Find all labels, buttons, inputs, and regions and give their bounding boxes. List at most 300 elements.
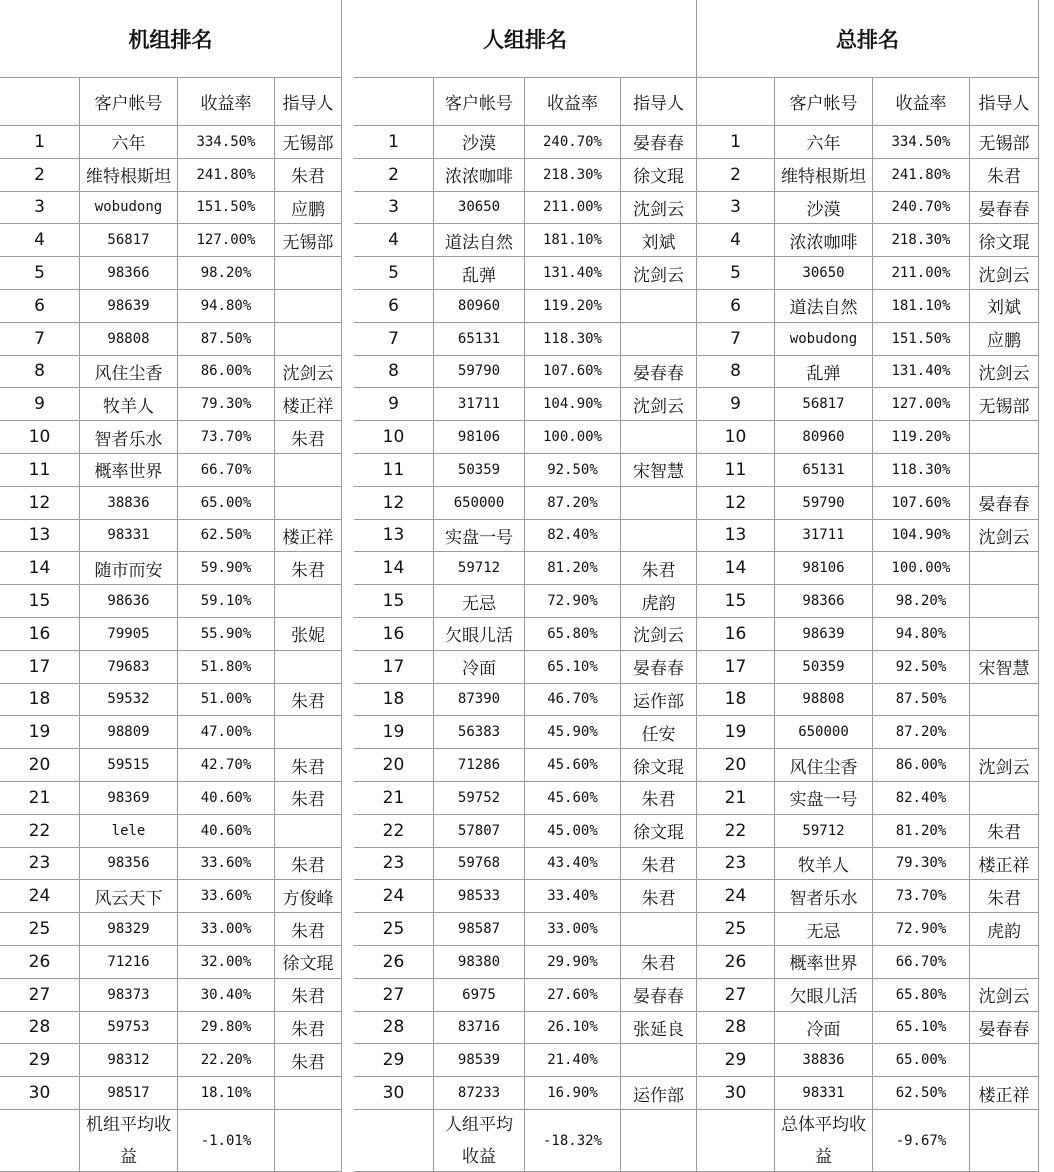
rank-cell: 27 xyxy=(354,979,434,1012)
return-rate-cell: 82.40% xyxy=(873,782,970,815)
account-cell: 98809 xyxy=(80,716,178,749)
account-cell: 98517 xyxy=(80,1077,178,1110)
rank-cell: 13 xyxy=(354,520,434,553)
account-cell: 80960 xyxy=(434,290,525,323)
advisor-cell: 晏春春 xyxy=(970,487,1039,520)
advisor-cell xyxy=(621,487,697,520)
rank-cell: 3 xyxy=(697,192,775,225)
rank-cell: 6 xyxy=(0,290,80,323)
advisor-cell: 晏春春 xyxy=(621,126,697,159)
return-rate-cell: 81.20% xyxy=(525,552,621,585)
rank-cell: 5 xyxy=(354,257,434,290)
account-cell: 87233 xyxy=(434,1077,525,1110)
advisor-cell: 沈剑云 xyxy=(970,520,1039,553)
return-rate-cell: 33.60% xyxy=(178,848,275,881)
return-rate-cell: 87.50% xyxy=(178,323,275,356)
average-value: -9.67% xyxy=(873,1110,970,1172)
avg-blank-cell xyxy=(621,1110,697,1172)
rank-cell: 25 xyxy=(0,913,80,946)
return-rate-cell: 181.10% xyxy=(873,290,970,323)
return-rate-cell: 92.50% xyxy=(525,454,621,487)
rank-cell: 15 xyxy=(0,585,80,618)
return-rate-cell: 29.90% xyxy=(525,946,621,979)
rank-cell: 4 xyxy=(354,224,434,257)
rank-cell: 10 xyxy=(0,421,80,454)
advisor-cell xyxy=(275,257,342,290)
account-cell: wobudong xyxy=(80,192,178,225)
return-rate-cell: 127.00% xyxy=(873,388,970,421)
return-rate-cell: 51.80% xyxy=(178,651,275,684)
return-rate-cell: 40.60% xyxy=(178,815,275,848)
column-header: 客户帐号 xyxy=(434,78,525,126)
rank-cell: 26 xyxy=(697,946,775,979)
advisor-cell xyxy=(275,454,342,487)
account-cell: 乱弹 xyxy=(775,356,873,389)
rank-cell: 13 xyxy=(0,520,80,553)
return-rate-cell: 26.10% xyxy=(525,1012,621,1045)
rank-cell: 20 xyxy=(0,749,80,782)
return-rate-cell: 86.00% xyxy=(873,749,970,782)
account-cell: 98329 xyxy=(80,913,178,946)
rank-cell: 3 xyxy=(0,192,80,225)
account-cell: 50359 xyxy=(434,454,525,487)
column-header: 指导人 xyxy=(275,78,342,126)
rank-cell: 24 xyxy=(354,880,434,913)
advisor-cell: 无锡部 xyxy=(970,126,1039,159)
rank-cell: 5 xyxy=(0,257,80,290)
return-rate-cell: 72.90% xyxy=(525,585,621,618)
account-cell: 38836 xyxy=(80,487,178,520)
rank-cell: 21 xyxy=(354,782,434,815)
advisor-cell: 晏春春 xyxy=(621,979,697,1012)
account-cell: 59753 xyxy=(80,1012,178,1045)
advisor-cell: 朱君 xyxy=(275,749,342,782)
advisor-cell xyxy=(621,323,697,356)
account-cell: 50359 xyxy=(775,651,873,684)
advisor-cell: 应鹏 xyxy=(970,323,1039,356)
account-cell: 98639 xyxy=(775,618,873,651)
rank-cell: 12 xyxy=(0,487,80,520)
return-rate-cell: 100.00% xyxy=(525,421,621,454)
advisor-cell: 朱君 xyxy=(275,1044,342,1077)
advisor-cell: 晏春春 xyxy=(970,192,1039,225)
return-rate-cell: 118.30% xyxy=(525,323,621,356)
account-cell: 浓浓咖啡 xyxy=(434,159,525,192)
return-rate-cell: 87.50% xyxy=(873,684,970,717)
rank-cell: 26 xyxy=(354,946,434,979)
advisor-cell xyxy=(275,716,342,749)
advisor-cell: 朱君 xyxy=(275,782,342,815)
account-cell: 98366 xyxy=(775,585,873,618)
account-cell: 38836 xyxy=(775,1044,873,1077)
return-rate-cell: 119.20% xyxy=(525,290,621,323)
advisor-cell: 朱君 xyxy=(621,782,697,815)
return-rate-cell: 79.30% xyxy=(178,388,275,421)
average-value: -1.01% xyxy=(178,1110,275,1172)
return-rate-cell: 181.10% xyxy=(525,224,621,257)
avg-blank-cell xyxy=(354,1110,434,1172)
account-cell: 98331 xyxy=(775,1077,873,1110)
return-rate-cell: 29.80% xyxy=(178,1012,275,1045)
column-header: 指导人 xyxy=(970,78,1039,126)
rank-cell: 11 xyxy=(697,454,775,487)
advisor-cell xyxy=(621,913,697,946)
return-rate-cell: 32.00% xyxy=(178,946,275,979)
column-header: 收益率 xyxy=(525,78,621,126)
advisor-cell: 朱君 xyxy=(970,159,1039,192)
section-title: 机组排名 xyxy=(0,0,342,78)
advisor-cell: 朱君 xyxy=(275,848,342,881)
return-rate-cell: 47.00% xyxy=(178,716,275,749)
rank-cell: 26 xyxy=(0,946,80,979)
advisor-cell: 朱君 xyxy=(621,946,697,979)
return-rate-cell: 45.90% xyxy=(525,716,621,749)
return-rate-cell: 51.00% xyxy=(178,684,275,717)
account-cell: 98808 xyxy=(80,323,178,356)
rank-cell: 23 xyxy=(0,848,80,881)
rank-cell: 28 xyxy=(697,1012,775,1045)
return-rate-cell: 65.00% xyxy=(178,487,275,520)
account-cell: 智者乐水 xyxy=(775,880,873,913)
advisor-cell: 宋智慧 xyxy=(621,454,697,487)
account-cell: 牧羊人 xyxy=(775,848,873,881)
rank-cell: 8 xyxy=(354,356,434,389)
advisor-cell: 沈剑云 xyxy=(275,356,342,389)
account-cell: 59768 xyxy=(434,848,525,881)
account-cell: 沙漠 xyxy=(775,192,873,225)
rank-cell: 11 xyxy=(0,454,80,487)
return-rate-cell: 79.30% xyxy=(873,848,970,881)
return-rate-cell: 45.60% xyxy=(525,782,621,815)
account-cell: 98356 xyxy=(80,848,178,881)
account-cell: 98533 xyxy=(434,880,525,913)
rank-cell: 1 xyxy=(354,126,434,159)
account-cell: 概率世界 xyxy=(80,454,178,487)
account-cell: 80960 xyxy=(775,421,873,454)
advisor-cell: 楼正祥 xyxy=(970,1077,1039,1110)
account-cell: 98331 xyxy=(80,520,178,553)
return-rate-cell: 33.60% xyxy=(178,880,275,913)
return-rate-cell: 72.90% xyxy=(873,913,970,946)
return-rate-cell: 65.10% xyxy=(525,651,621,684)
return-rate-cell: 334.50% xyxy=(178,126,275,159)
rank-cell: 4 xyxy=(697,224,775,257)
column-header xyxy=(697,78,775,126)
return-rate-cell: 334.50% xyxy=(873,126,970,159)
column-header xyxy=(0,78,80,126)
rank-cell: 12 xyxy=(697,487,775,520)
advisor-cell: 张妮 xyxy=(275,618,342,651)
return-rate-cell: 94.80% xyxy=(178,290,275,323)
return-rate-cell: 65.00% xyxy=(873,1044,970,1077)
return-rate-cell: 127.00% xyxy=(178,224,275,257)
return-rate-cell: 59.10% xyxy=(178,585,275,618)
account-cell: 650000 xyxy=(434,487,525,520)
advisor-cell xyxy=(970,454,1039,487)
rank-cell: 20 xyxy=(697,749,775,782)
advisor-cell xyxy=(970,618,1039,651)
advisor-cell: 运作部 xyxy=(621,684,697,717)
rank-cell: 7 xyxy=(697,323,775,356)
advisor-cell: 沈剑云 xyxy=(621,388,697,421)
rank-cell: 30 xyxy=(354,1077,434,1110)
account-cell: 59752 xyxy=(434,782,525,815)
account-cell: 风住尘香 xyxy=(775,749,873,782)
avg-blank-cell xyxy=(275,1110,342,1172)
return-rate-cell: 86.00% xyxy=(178,356,275,389)
return-rate-cell: 119.20% xyxy=(873,421,970,454)
account-cell: 59790 xyxy=(775,487,873,520)
rank-cell: 15 xyxy=(697,585,775,618)
rank-cell: 9 xyxy=(0,388,80,421)
account-cell: 风云天下 xyxy=(80,880,178,913)
rank-cell: 17 xyxy=(354,651,434,684)
return-rate-cell: 218.30% xyxy=(873,224,970,257)
return-rate-cell: 94.80% xyxy=(873,618,970,651)
account-cell: 98373 xyxy=(80,979,178,1012)
account-cell: 30650 xyxy=(775,257,873,290)
rank-cell: 28 xyxy=(0,1012,80,1045)
account-cell: 59712 xyxy=(434,552,525,585)
return-rate-cell: 42.70% xyxy=(178,749,275,782)
account-cell: 98539 xyxy=(434,1044,525,1077)
advisor-cell xyxy=(275,487,342,520)
account-cell: 沙漠 xyxy=(434,126,525,159)
rank-cell: 24 xyxy=(697,880,775,913)
return-rate-cell: 62.50% xyxy=(873,1077,970,1110)
advisor-cell: 晏春春 xyxy=(970,1012,1039,1045)
average-label: 机组平均收益 xyxy=(80,1110,178,1172)
return-rate-cell: 131.40% xyxy=(873,356,970,389)
account-cell: 智者乐水 xyxy=(80,421,178,454)
rank-cell: 23 xyxy=(697,848,775,881)
return-rate-cell: 65.80% xyxy=(525,618,621,651)
advisor-cell: 楼正祥 xyxy=(275,388,342,421)
return-rate-cell: 87.20% xyxy=(525,487,621,520)
advisor-cell xyxy=(275,290,342,323)
advisor-cell: 任安 xyxy=(621,716,697,749)
advisor-cell xyxy=(275,815,342,848)
advisor-cell: 沈剑云 xyxy=(621,257,697,290)
rank-cell: 15 xyxy=(354,585,434,618)
column-header: 收益率 xyxy=(178,78,275,126)
rank-cell: 13 xyxy=(697,520,775,553)
advisor-cell: 沈剑云 xyxy=(621,192,697,225)
return-rate-cell: 30.40% xyxy=(178,979,275,1012)
return-rate-cell: 241.80% xyxy=(178,159,275,192)
advisor-cell xyxy=(275,1077,342,1110)
rank-cell: 17 xyxy=(697,651,775,684)
advisor-cell: 方俊峰 xyxy=(275,880,342,913)
rank-cell: 11 xyxy=(354,454,434,487)
advisor-cell: 徐文琨 xyxy=(275,946,342,979)
return-rate-cell: 45.00% xyxy=(525,815,621,848)
advisor-cell: 朱君 xyxy=(970,880,1039,913)
account-cell: 6975 xyxy=(434,979,525,1012)
account-cell: 59532 xyxy=(80,684,178,717)
return-rate-cell: 98.20% xyxy=(178,257,275,290)
section-title: 总排名 xyxy=(697,0,1039,78)
advisor-cell xyxy=(621,1044,697,1077)
advisor-cell: 无锡部 xyxy=(970,388,1039,421)
return-rate-cell: 33.00% xyxy=(525,913,621,946)
advisor-cell: 应鹏 xyxy=(275,192,342,225)
return-rate-cell: 16.90% xyxy=(525,1077,621,1110)
account-cell: 71286 xyxy=(434,749,525,782)
return-rate-cell: 66.70% xyxy=(178,454,275,487)
account-cell: 实盘一号 xyxy=(434,520,525,553)
account-cell: 65131 xyxy=(434,323,525,356)
return-rate-cell: 218.30% xyxy=(525,159,621,192)
rank-cell: 8 xyxy=(697,356,775,389)
advisor-cell xyxy=(621,520,697,553)
advisor-cell: 楼正祥 xyxy=(275,520,342,553)
advisor-cell: 徐文琨 xyxy=(621,159,697,192)
account-cell: 31711 xyxy=(434,388,525,421)
rank-cell: 16 xyxy=(697,618,775,651)
return-rate-cell: 62.50% xyxy=(178,520,275,553)
return-rate-cell: 22.20% xyxy=(178,1044,275,1077)
rank-cell: 25 xyxy=(697,913,775,946)
advisor-cell: 张延良 xyxy=(621,1012,697,1045)
account-cell: 57807 xyxy=(434,815,525,848)
account-cell: 无忌 xyxy=(434,585,525,618)
account-cell: 31711 xyxy=(775,520,873,553)
rank-cell: 28 xyxy=(354,1012,434,1045)
advisor-cell xyxy=(621,290,697,323)
account-cell: 30650 xyxy=(434,192,525,225)
rank-cell: 30 xyxy=(697,1077,775,1110)
rank-cell: 17 xyxy=(0,651,80,684)
account-cell: 欠眼儿活 xyxy=(775,979,873,1012)
advisor-cell xyxy=(970,585,1039,618)
account-cell: 维特根斯坦 xyxy=(80,159,178,192)
rank-cell: 22 xyxy=(697,815,775,848)
rank-cell: 6 xyxy=(354,290,434,323)
rank-cell: 22 xyxy=(0,815,80,848)
account-cell: 概率世界 xyxy=(775,946,873,979)
return-rate-cell: 65.10% xyxy=(873,1012,970,1045)
rank-cell: 5 xyxy=(697,257,775,290)
account-cell: 56383 xyxy=(434,716,525,749)
rank-cell: 3 xyxy=(354,192,434,225)
rank-cell: 14 xyxy=(0,552,80,585)
rank-cell: 2 xyxy=(697,159,775,192)
advisor-cell: 楼正祥 xyxy=(970,848,1039,881)
return-rate-cell: 81.20% xyxy=(873,815,970,848)
account-cell: 98312 xyxy=(80,1044,178,1077)
rank-cell: 10 xyxy=(697,421,775,454)
avg-blank-cell xyxy=(970,1110,1039,1172)
account-cell: 浓浓咖啡 xyxy=(775,224,873,257)
rank-cell: 18 xyxy=(697,684,775,717)
rank-cell: 29 xyxy=(354,1044,434,1077)
return-rate-cell: 43.40% xyxy=(525,848,621,881)
account-cell: 随市而安 xyxy=(80,552,178,585)
account-cell: 牧羊人 xyxy=(80,388,178,421)
rank-cell: 7 xyxy=(354,323,434,356)
advisor-cell xyxy=(970,684,1039,717)
account-cell: 59790 xyxy=(434,356,525,389)
advisor-cell: 徐文琨 xyxy=(621,815,697,848)
advisor-cell: 晏春春 xyxy=(621,356,697,389)
account-cell: 79683 xyxy=(80,651,178,684)
rank-cell: 6 xyxy=(697,290,775,323)
account-cell: 98380 xyxy=(434,946,525,979)
rank-cell: 14 xyxy=(697,552,775,585)
column-header: 客户帐号 xyxy=(775,78,873,126)
return-rate-cell: 82.40% xyxy=(525,520,621,553)
advisor-cell xyxy=(275,651,342,684)
rank-cell: 19 xyxy=(354,716,434,749)
advisor-cell: 朱君 xyxy=(621,848,697,881)
return-rate-cell: 21.40% xyxy=(525,1044,621,1077)
account-cell: 65131 xyxy=(775,454,873,487)
rank-cell: 9 xyxy=(697,388,775,421)
return-rate-cell: 87.20% xyxy=(873,716,970,749)
return-rate-cell: 73.70% xyxy=(178,421,275,454)
advisor-cell: 刘斌 xyxy=(970,290,1039,323)
rank-cell: 18 xyxy=(354,684,434,717)
rank-cell: 2 xyxy=(354,159,434,192)
advisor-cell: 徐文琨 xyxy=(621,749,697,782)
account-cell: 无忌 xyxy=(775,913,873,946)
account-cell: lele xyxy=(80,815,178,848)
advisor-cell: 朱君 xyxy=(275,1012,342,1045)
account-cell: 98369 xyxy=(80,782,178,815)
return-rate-cell: 211.00% xyxy=(525,192,621,225)
account-cell: wobudong xyxy=(775,323,873,356)
rank-cell: 9 xyxy=(354,388,434,421)
return-rate-cell: 46.70% xyxy=(525,684,621,717)
return-rate-cell: 151.50% xyxy=(178,192,275,225)
account-cell: 道法自然 xyxy=(775,290,873,323)
return-rate-cell: 151.50% xyxy=(873,323,970,356)
average-label: 总体平均收益 xyxy=(775,1110,873,1172)
advisor-cell xyxy=(970,782,1039,815)
advisor-cell: 虎韵 xyxy=(970,913,1039,946)
account-cell: 维特根斯坦 xyxy=(775,159,873,192)
advisor-cell xyxy=(970,421,1039,454)
rank-cell: 16 xyxy=(0,618,80,651)
return-rate-cell: 104.90% xyxy=(873,520,970,553)
rank-cell: 14 xyxy=(354,552,434,585)
rank-cell: 20 xyxy=(354,749,434,782)
account-cell: 71216 xyxy=(80,946,178,979)
return-rate-cell: 40.60% xyxy=(178,782,275,815)
rank-cell: 23 xyxy=(354,848,434,881)
advisor-cell: 朱君 xyxy=(275,159,342,192)
advisor-cell: 朱君 xyxy=(275,421,342,454)
return-rate-cell: 27.60% xyxy=(525,979,621,1012)
rank-cell: 29 xyxy=(697,1044,775,1077)
advisor-cell: 朱君 xyxy=(275,684,342,717)
account-cell: 冷面 xyxy=(434,651,525,684)
account-cell: 56817 xyxy=(775,388,873,421)
return-rate-cell: 107.60% xyxy=(873,487,970,520)
rank-cell: 12 xyxy=(354,487,434,520)
return-rate-cell: 66.70% xyxy=(873,946,970,979)
account-cell: 59712 xyxy=(775,815,873,848)
account-cell: 六年 xyxy=(775,126,873,159)
advisor-cell: 朱君 xyxy=(275,913,342,946)
advisor-cell xyxy=(970,1044,1039,1077)
return-rate-cell: 18.10% xyxy=(178,1077,275,1110)
account-cell: 98639 xyxy=(80,290,178,323)
account-cell: 98636 xyxy=(80,585,178,618)
advisor-cell xyxy=(275,323,342,356)
return-rate-cell: 65.80% xyxy=(873,979,970,1012)
